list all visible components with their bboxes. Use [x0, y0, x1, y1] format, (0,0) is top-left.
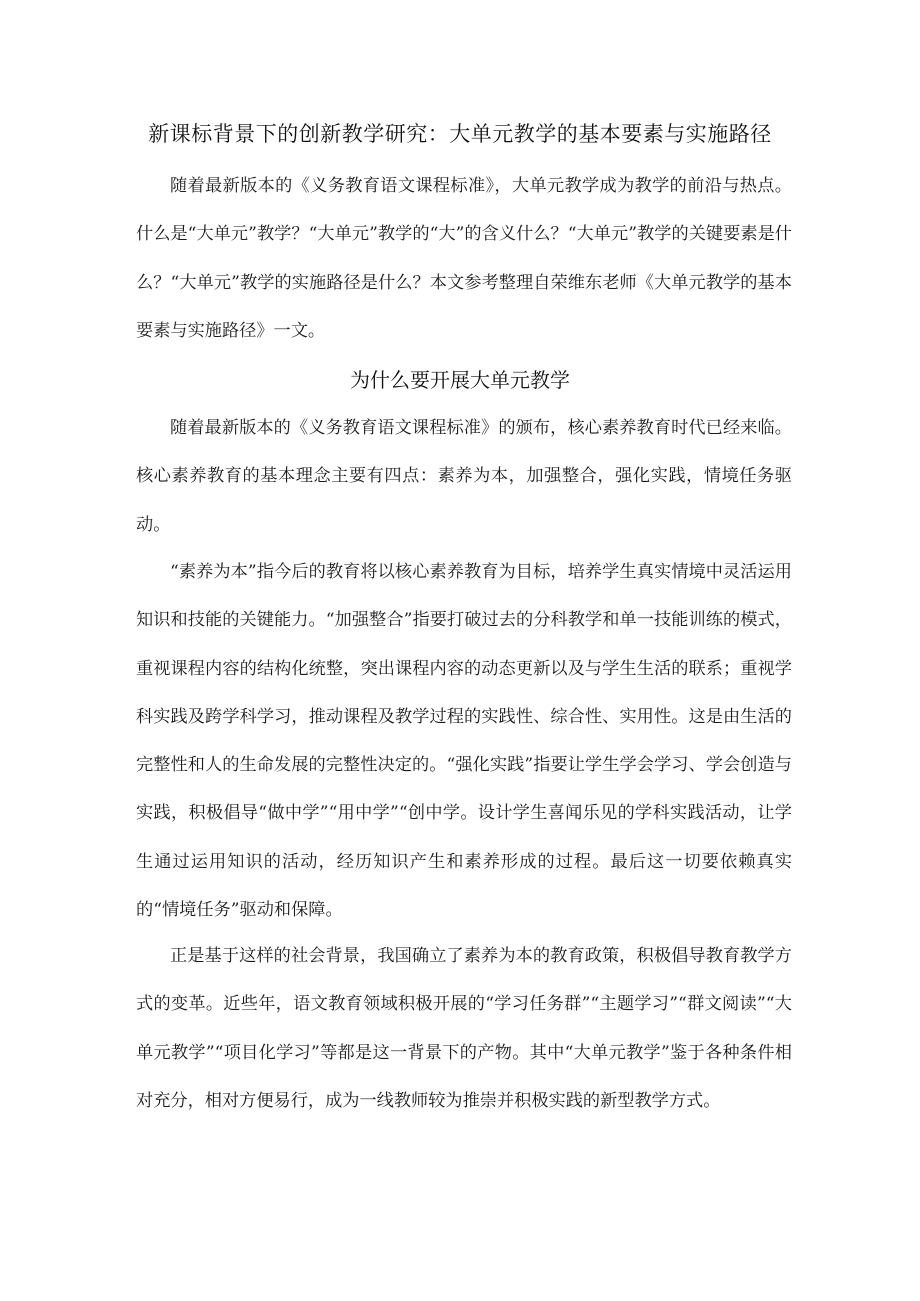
intro-paragraph: 随着最新版本的《义务教育语文课程标准》，大单元教学成为教学的前沿与热点。什么是“大单元”教学？“大单元”教学的“大”的含义什么？“大单元”教学的关键要素是什么？“大单元”教学的实施路径是什么？本文参考整理自荣维东老师《大单元教学的基本要素与实施路径》一文。: [136, 176, 792, 341]
section-heading: 为什么要开展大单元教学: [350, 368, 570, 392]
body-paragraph: 随着最新版本的《义务教育语文课程标准》的颁布，核心素养教育时代已经来临。核心素养教育的基本理念主要有四点：素养为本，加强整合，强化实践，情境任务驱动。: [136, 418, 792, 535]
body-paragraph: “素养为本”指今后的教育将以核心素养教育为目标，培养学生真实情境中灵活运用知识和技能的关键能力。“加强整合”指要打破过去的分科教学和单一技能训练的模式，重视课程内容的结构化统整，突出课程内容的动态更新以及与学生生活的联系；重视学科实践及跨学科学习，推动课程及教学过程的实践性、综合性、实用性。这是由生活的完整性和人的生命发展的完整性决定的。“强化实践”指要让学生学会学习、学会创造与实践，积极倡导“做中学”“用中学”“创中学。设计学生喜闻乐见的学科实践活动，让学生通过运用知识的活动，经历知识产生和素养形成的过程。最后这一切要依赖真实的“情境任务”驱动和保障。: [136, 562, 792, 921]
body-paragraph: 正是基于这样的社会背景，我国确立了素养为本的教育政策，积极倡导教育教学方式的变革。近些年，语文教育领域积极开展的“学习任务群”“主题学习”“群文阅读”“大单元教学”“项目化学习”等都是这一背景下的产物。其中“大单元教学”鉴于各种条件相对充分，相对方便易行，成为一线教师较为推崇并积极实践的新型教学方式。: [136, 946, 792, 1111]
document-title: 新课标背景下的创新教学研究：大单元教学的基本要素与实施路径: [148, 122, 772, 146]
